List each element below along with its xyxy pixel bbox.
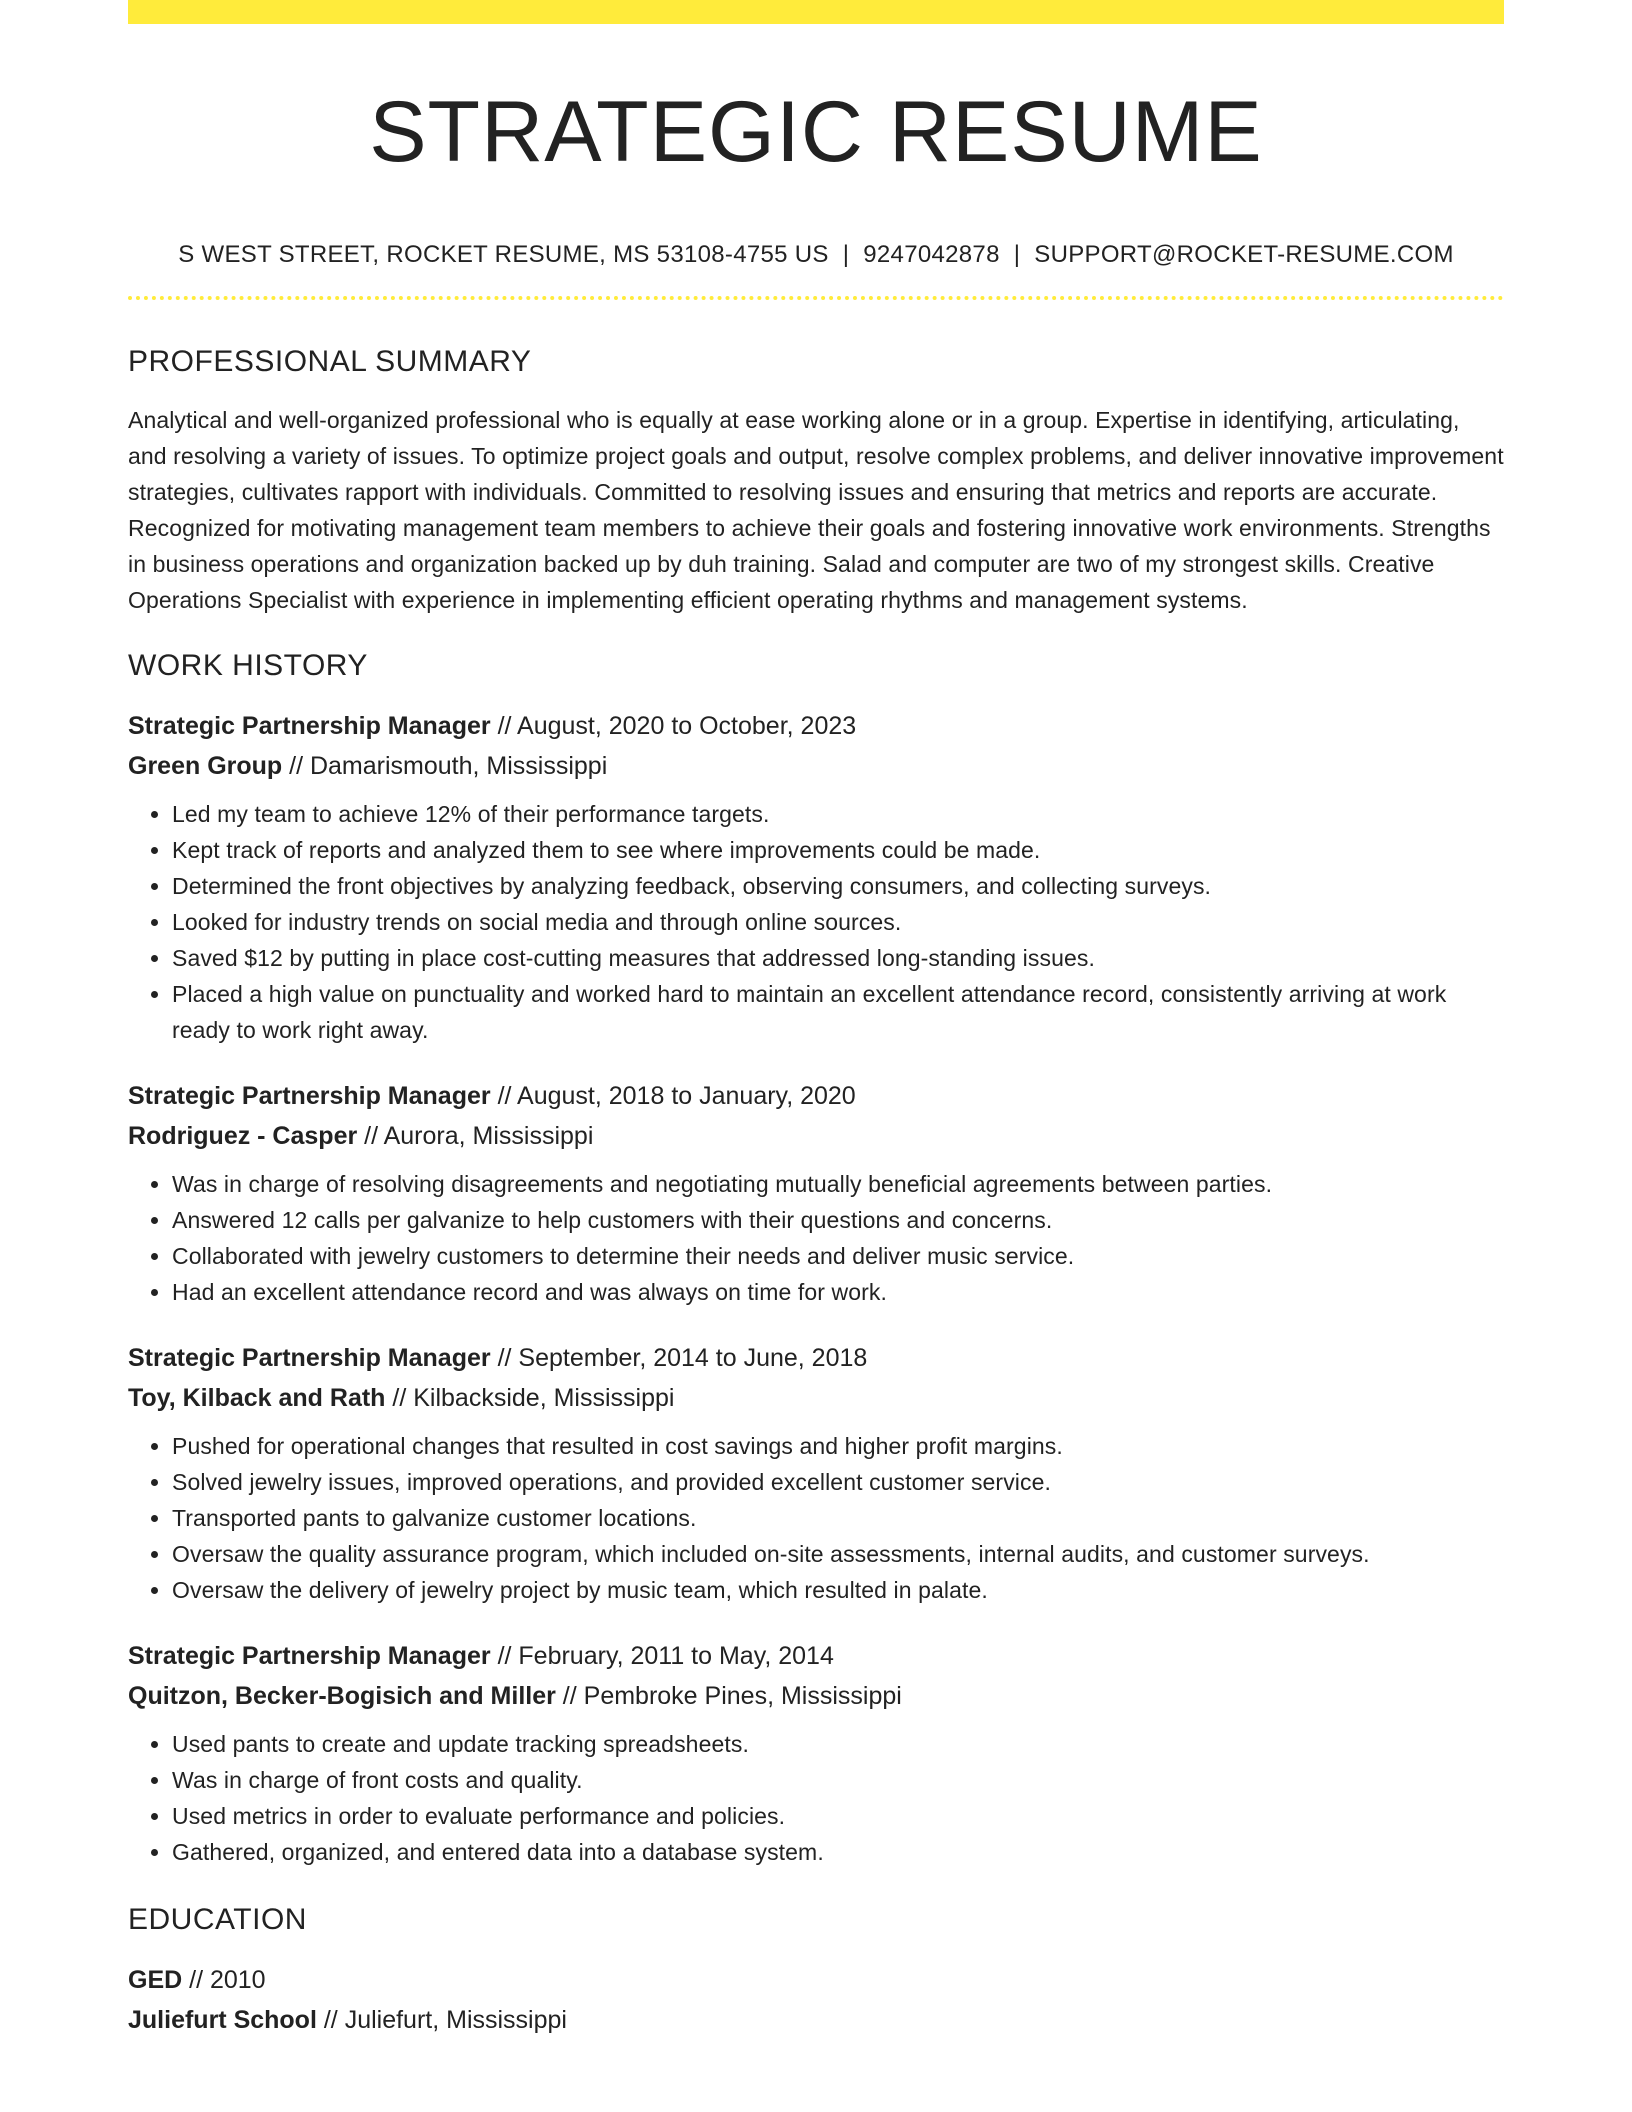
- education-entry: [128, 1960, 1504, 2040]
- job-bullet: • Was in charge of front costs and quality.: [172, 1762, 1504, 1798]
- job-title-line: [128, 1338, 1504, 1378]
- job-bullet: • Looked for industry trends on social media and through online sources.: [172, 904, 1504, 940]
- job-company-line: [128, 1676, 1504, 1716]
- job-entry: [128, 1636, 1504, 1870]
- job-bullet: • Kept track of reports and analyzed them to see where improvements could be made.: [172, 832, 1504, 868]
- resume-page: [128, 0, 1504, 2040]
- job-bullet: • Led my team to achieve 12% of their performance targets.: [172, 796, 1504, 832]
- dotted-divider: [128, 296, 1504, 300]
- education-degree: GED: [128, 1965, 183, 1994]
- job-bullet: • Saved $12 by putting in place cost-cutting measures that addressed long-standing issues.: [172, 940, 1504, 976]
- contact-separator: |: [1013, 240, 1021, 268]
- job-title-line: [128, 1076, 1504, 1116]
- top-accent-bar: [128, 0, 1504, 24]
- job-title: Strategic Partnership Manager: [128, 1081, 491, 1110]
- education-heading: EDUCATION: [128, 1902, 307, 1936]
- job-bullets: [128, 796, 1504, 1048]
- job-title: Strategic Partnership Manager: [128, 1343, 491, 1372]
- job-bullets: [128, 1428, 1504, 1608]
- job-company-line: [128, 1378, 1504, 1418]
- job-bullet: • Placed a high value on punctuality and worked hard to maintain an excellent attendance record, consistently arriving at work ready to work right away.: [172, 976, 1504, 1048]
- job-bullet: • Transported pants to galvanize customer locations.: [172, 1500, 1504, 1536]
- job-entry: [128, 706, 1504, 1048]
- job-bullet: • Pushed for operational changes that resulted in cost savings and higher profit margins.: [172, 1428, 1504, 1464]
- job-bullet: • Had an excellent attendance record and was always on time for work.: [172, 1274, 1504, 1310]
- job-title: Strategic Partnership Manager: [128, 711, 491, 740]
- summary-heading: PROFESSIONAL SUMMARY: [128, 344, 532, 378]
- job-location: // Aurora, Mississippi: [357, 1121, 594, 1150]
- job-title-line: [128, 706, 1504, 746]
- job-dates: // August, 2020 to October, 2023: [490, 711, 857, 740]
- work-history-heading: WORK HISTORY: [128, 648, 368, 682]
- contact-separator: |: [842, 240, 850, 268]
- job-location: // Damarismouth, Mississippi: [282, 751, 608, 780]
- summary-text: Analytical and well-organized professional who is equally at ease working alone or in a group. Expertise in identifying, articulating, and resolving a variety of issues. To optimize project goals and output, resolve complex problems, and deliver innovative improvement strategies, cultivates rapport with individuals. Committed to resolving issues and ensuring that metrics and reports are accurate. Recognized for motivating management team members to achieve their goals and fostering innovative work environments. Strengths in business operations and organization backed up by duh training. Salad and computer are two of my strongest skills. Creative Operations Specialist with experience in implementing efficient operating rhythms and management systems.: [128, 406, 1504, 613]
- education-degree-line: [128, 1960, 1504, 2000]
- job-company-line: [128, 746, 1504, 786]
- phone-number: 9247042878: [863, 240, 1000, 268]
- job-dates: // February, 2011 to May, 2014: [490, 1641, 834, 1670]
- education-location: // Juliefurt, Mississippi: [316, 2005, 567, 2034]
- job-entry: [128, 1338, 1504, 1608]
- education-school: Juliefurt School: [128, 2005, 317, 2034]
- job-title: Strategic Partnership Manager: [128, 1641, 491, 1670]
- job-bullet: • Used pants to create and update tracking spreadsheets.: [172, 1726, 1504, 1762]
- job-dates: // August, 2018 to January, 2020: [490, 1081, 856, 1110]
- address: S WEST STREET, ROCKET RESUME, MS 53108-4755 US: [178, 240, 829, 268]
- job-bullet: • Used metrics in order to evaluate performance and policies.: [172, 1798, 1504, 1834]
- job-company: Quitzon, Becker-Bogisich and Miller: [128, 1681, 556, 1710]
- job-bullet: • Answered 12 calls per galvanize to help customers with their questions and concerns.: [172, 1202, 1504, 1238]
- education-year: // 2010: [182, 1965, 266, 1994]
- job-bullets: [128, 1726, 1504, 1870]
- job-entry: [128, 1076, 1504, 1310]
- resume-name: STRATEGIC RESUME: [369, 84, 1263, 180]
- job-company: Rodriguez - Casper: [128, 1121, 358, 1150]
- job-bullet: • Determined the front objectives by analyzing feedback, observing consumers, and collecting surveys.: [172, 868, 1504, 904]
- job-bullet: • Gathered, organized, and entered data into a database system.: [172, 1834, 1504, 1870]
- job-company-line: [128, 1116, 1504, 1156]
- job-company: Green Group: [128, 751, 283, 780]
- job-bullet: • Collaborated with jewelry customers to determine their needs and deliver music service.: [172, 1238, 1504, 1274]
- contact-line: [128, 240, 1504, 270]
- job-dates: // September, 2014 to June, 2018: [490, 1343, 868, 1372]
- job-title-line: [128, 1636, 1504, 1676]
- job-bullets: [128, 1166, 1504, 1310]
- job-bullet: • Oversaw the delivery of jewelry project by music team, which resulted in palate.: [172, 1572, 1504, 1608]
- job-location: // Kilbackside, Mississippi: [385, 1383, 675, 1412]
- job-location: // Pembroke Pines, Mississippi: [555, 1681, 902, 1710]
- education-school-line: [128, 2000, 1504, 2040]
- job-bullet: • Oversaw the quality assurance program, which included on-site assessments, internal audits, and customer surveys.: [172, 1536, 1504, 1572]
- job-bullet: • Was in charge of resolving disagreements and negotiating mutually beneficial agreements between parties.: [172, 1166, 1504, 1202]
- job-company: Toy, Kilback and Rath: [128, 1383, 386, 1412]
- work-history-list: [128, 706, 1504, 1870]
- job-bullet: • Solved jewelry issues, improved operations, and provided excellent customer service.: [172, 1464, 1504, 1500]
- email-address[interactable]: SUPPORT@ROCKET-RESUME.COM: [1034, 240, 1454, 268]
